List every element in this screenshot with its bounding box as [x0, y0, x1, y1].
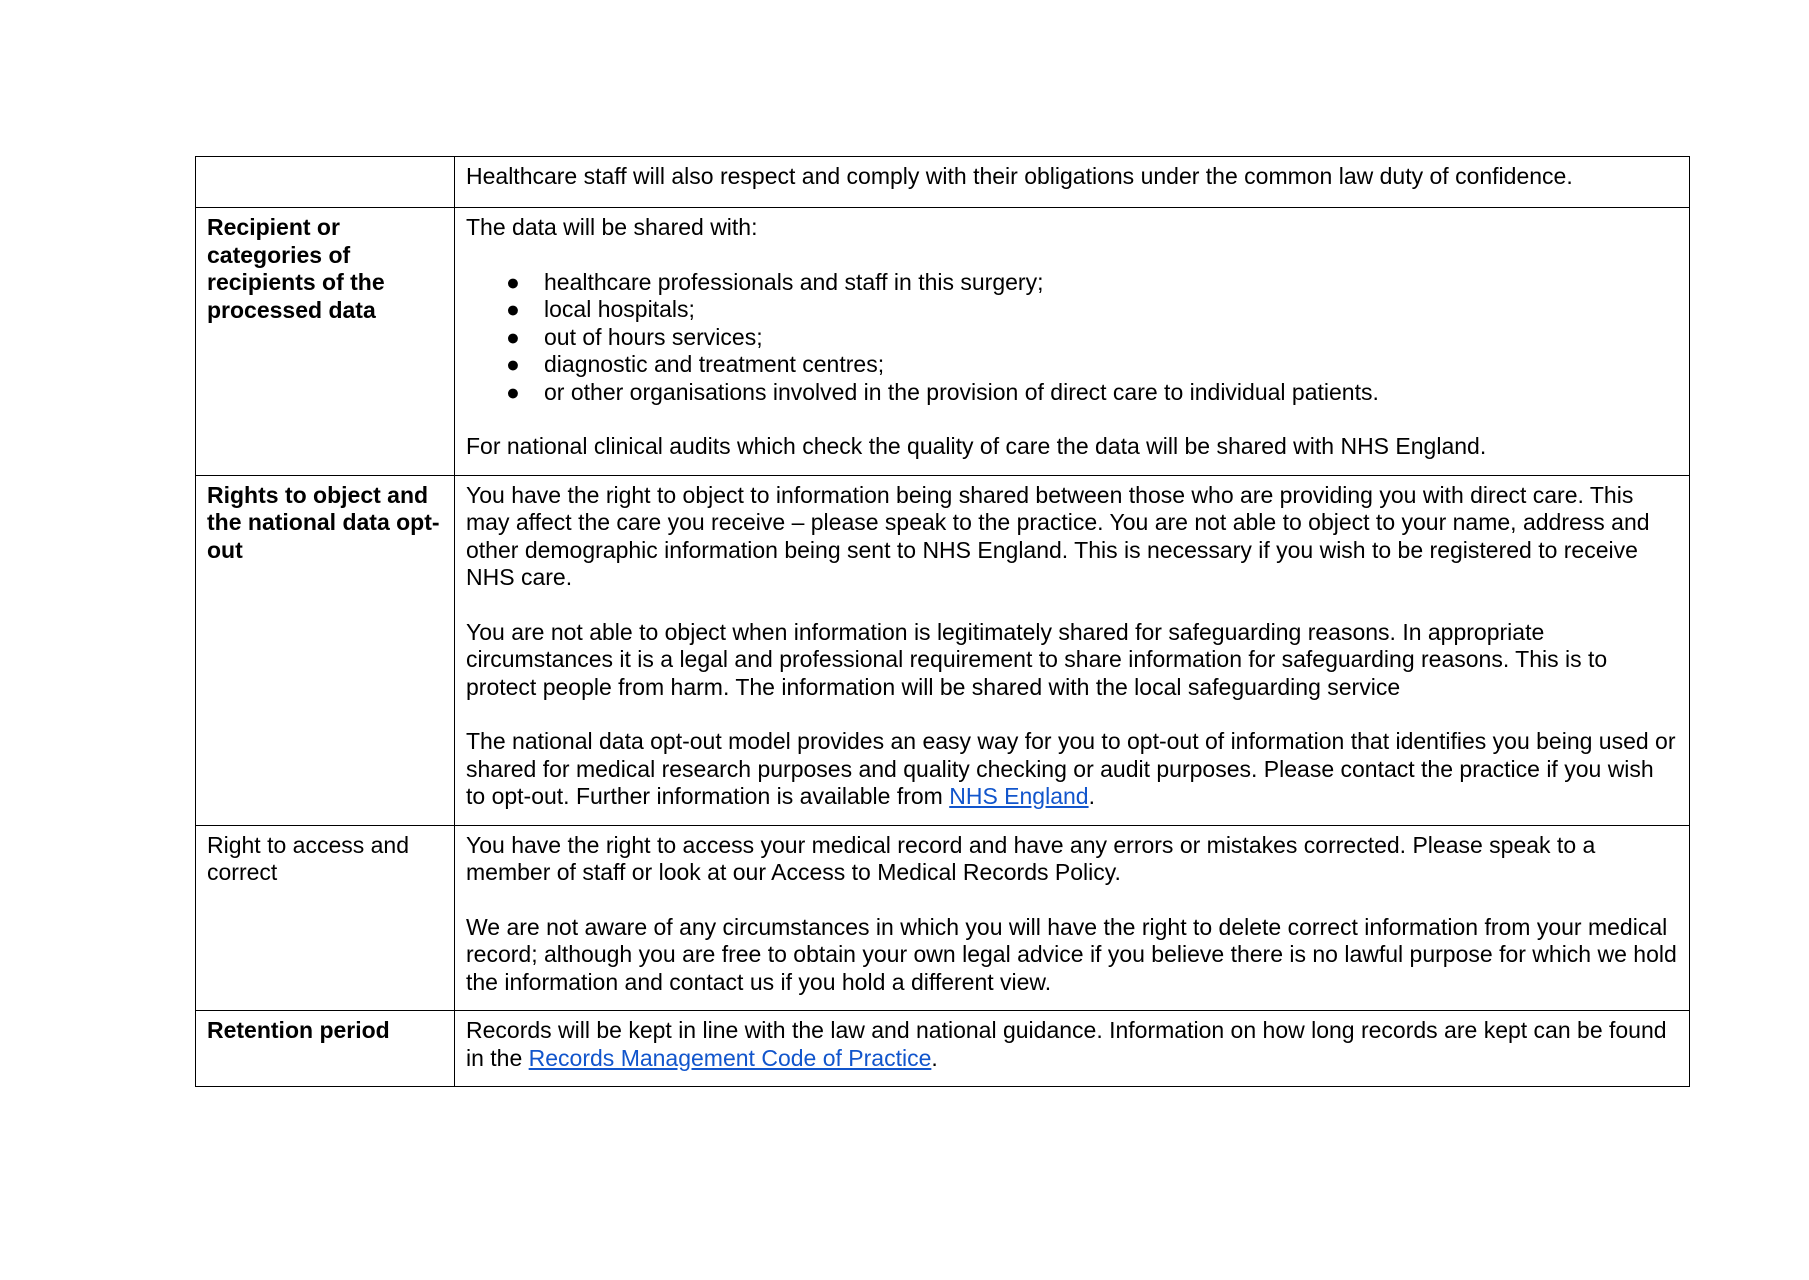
list-item-text: healthcare professionals and staff in this surgery;	[544, 268, 1044, 295]
table-row	[196, 475, 1690, 825]
recipients-outro: For national clinical audits which check the quality of care the data will be shared with NHS England.	[466, 433, 1487, 459]
recipients-list	[466, 269, 1679, 407]
object-paragraph-3	[466, 728, 1679, 811]
row-label-retention: Retention period	[196, 1011, 455, 1087]
list-item-text: local hospitals;	[544, 296, 695, 322]
sentence-end: .	[931, 1044, 938, 1071]
list-item-text: or other organisations involved in the provision of direct care to individual patients.	[544, 378, 1379, 405]
retention-text: Records will be kept in line with the law and national guidance. Information on how long records are kept can be found in the	[466, 1017, 1667, 1071]
row-content	[455, 475, 1690, 825]
recipients-intro: The data will be shared with:	[466, 214, 758, 240]
list-item	[466, 351, 1679, 379]
bullet-icon: ●	[506, 296, 520, 322]
confidence-paragraph: Healthcare staff will also respect and comply with their obligations under the common law duty of confidence.	[466, 163, 1573, 189]
row-label-recipients: Recipient or categories of recipients of the processed data	[196, 208, 455, 476]
object-paragraph-1: You have the right to object to information being shared between those who are providing you with direct care. This may affect the care you receive – please speak to the practice. You are not able to object to your name, address and other demographic information being sent to NHS England. This is necessary if you wish to be registered to receive NHS care.	[466, 481, 1650, 590]
row-label-empty	[196, 157, 455, 208]
retention-paragraph	[466, 1017, 1679, 1072]
records-code-link[interactable]: Records Management Code of Practice	[528, 1044, 932, 1071]
privacy-notice-table	[195, 156, 1690, 1087]
bullet-icon: ●	[506, 323, 520, 350]
list-item	[466, 324, 1679, 352]
list-item-text: diagnostic and treatment centres;	[544, 351, 885, 377]
bullet-icon: ●	[506, 351, 520, 377]
row-label-access-correct: Right to access and correct	[196, 825, 455, 1011]
access-paragraph-2: We are not aware of any circumstances in which you will have the right to delete correct information from your medical record; although you are free to obtain your own legal advice if you believe there is no lawful purpose for which we hold the information and contact us if you hold a different view.	[466, 913, 1677, 995]
list-item	[466, 269, 1679, 297]
table-row	[196, 157, 1690, 208]
list-item	[466, 296, 1679, 324]
table-row	[196, 825, 1690, 1011]
row-content	[455, 208, 1690, 476]
list-item-text: out of hours services;	[544, 323, 763, 350]
nhs-england-link[interactable]: NHS England	[949, 783, 1089, 809]
sentence-end: .	[1088, 783, 1095, 809]
object-paragraph-2: You are not able to object when information is legitimately shared for safeguarding reasons. In appropriate circumstances it is a legal and professional requirement to share information for safeguarding reasons. This is to protect people from harm. The information will be shared with the local safeguarding service	[466, 618, 1608, 700]
table-row	[196, 1011, 1690, 1087]
bullet-icon: ●	[506, 378, 520, 405]
table-row	[196, 208, 1690, 476]
row-content	[455, 1011, 1690, 1087]
row-label-rights-to-object: Rights to object and the national data opt-out	[196, 475, 455, 825]
list-item	[466, 379, 1679, 407]
access-paragraph-1: You have the right to access your medical record and have any errors or mistakes corrected. Please speak to a member of staff or look at our Access to Medical Records Policy.	[466, 831, 1596, 885]
row-content	[455, 157, 1690, 208]
bullet-icon: ●	[506, 268, 520, 295]
opt-out-text: The national data opt-out model provides an easy way for you to opt-out of information that identifies you being used or shared for medical research purposes and quality checking or audit purposes. Please contact the practice if you wish to opt-out. Further information is available from	[466, 728, 1676, 809]
row-content	[455, 825, 1690, 1011]
